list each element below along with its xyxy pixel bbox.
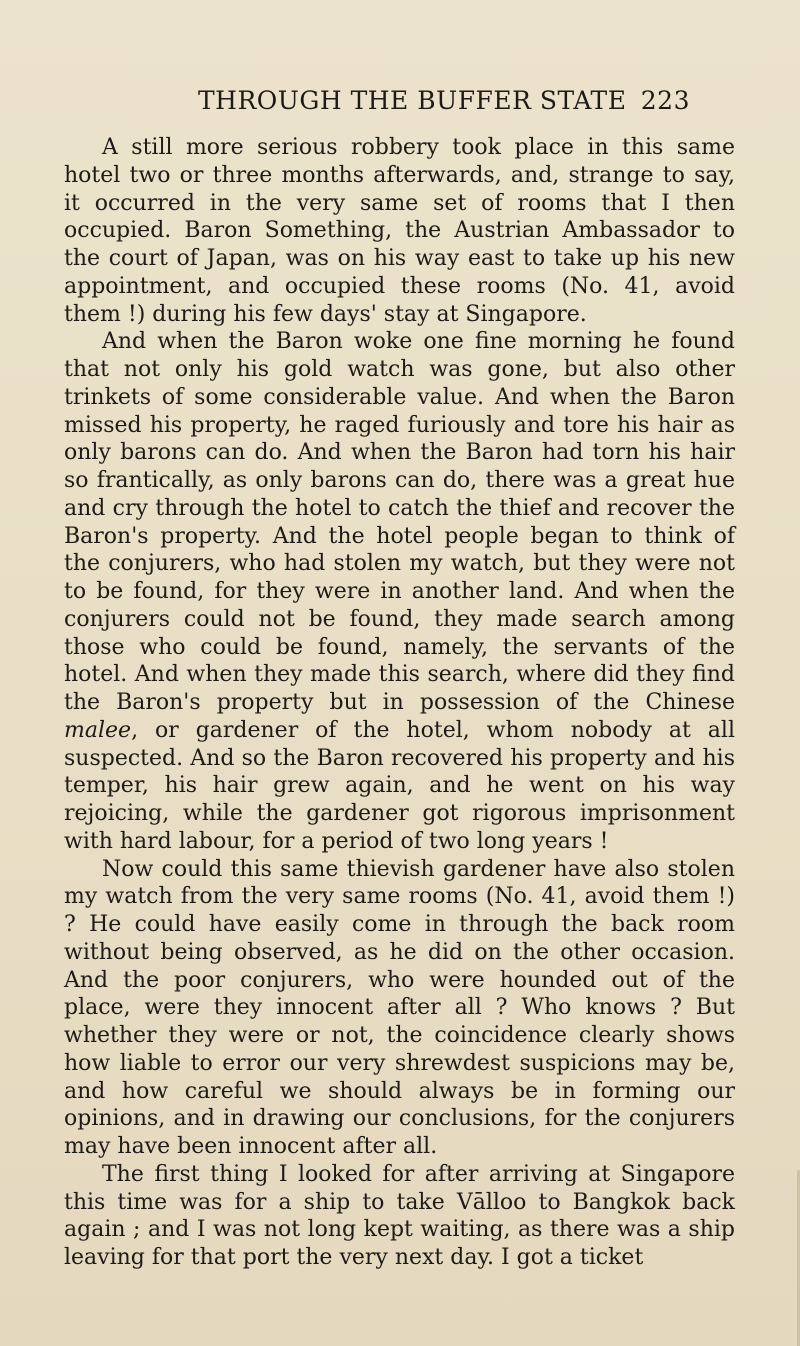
page-number: 223 (640, 86, 690, 115)
paragraph-2-part-b: , or gardener of the hotel, whom nobody at all suspected. And so the Baron recovered his property and his temper, his hair grew again, and he went on his way rejoicing, while the gardener got rigorous imprisonment with hard labour, for a period of two long years ! (64, 717, 735, 854)
paragraph-2-part-a: And when the Baron woke one fine morning he found that not only his gold watch was gone, but also other trinkets of some considerable value. And when the Baron missed his property, he raged furiously and tore his hair as only barons can do. And when the Baron had torn his hair so frantically, as only barons can do, there was a great hue and cry through the hotel to catch the thief and recover the Baron's property. And the hotel people began to think of the conjurers, who had stolen my watch, but they were not to be found, for they were in another land. And when the conjurers could not be found, they made search among those who could be found, namely, the servants of the hotel. And when they made this search, where did they find the Baron's property but in possession of the Chinese (64, 329, 735, 715)
paragraph-3: Now could this same thievish gardener have also stolen my watch from the very same rooms (No. 41, avoid them !) ? He could have easily come in through the back room without being observed, as he did on the other occasion. And the poor conjurers, who were hounded out of the place, were they innocent after all ? Who knows ? But whether they were or not, the coincidence clearly shows how liable to error our very shrewdest suspicions may be, and how careful we should always be in forming our opinions, and in drawing our conclusions, for the conjurers may have been innocent after all. (64, 856, 735, 1159)
paragraph-1: A still more serious robbery took place in this same hotel two or three months afterwards, and, strange to say, it occurred in the very same set of rooms that I then occupied. Baron Something, the Austrian Ambassador to the court of Japan, was on his way east to take up his new appointment, and occupied these rooms (No. 41, avoid them !) during his few days' stay at Singapore. (64, 135, 735, 327)
paragraph-4: The first thing I looked for after arriving at Singapore this time was for a ship to take Vālloo to Bangkok back again ; and I was not long kept waiting, as there was a ship leaving for that port the very next day. I got a ticket (64, 1161, 735, 1270)
running-head: THROUGH THE BUFFER STATE (198, 86, 627, 115)
page-header (100, 86, 690, 116)
body-text (64, 134, 735, 1272)
paragraph-2-italic-word: malee (64, 717, 132, 743)
paragraph-2 (64, 328, 735, 855)
